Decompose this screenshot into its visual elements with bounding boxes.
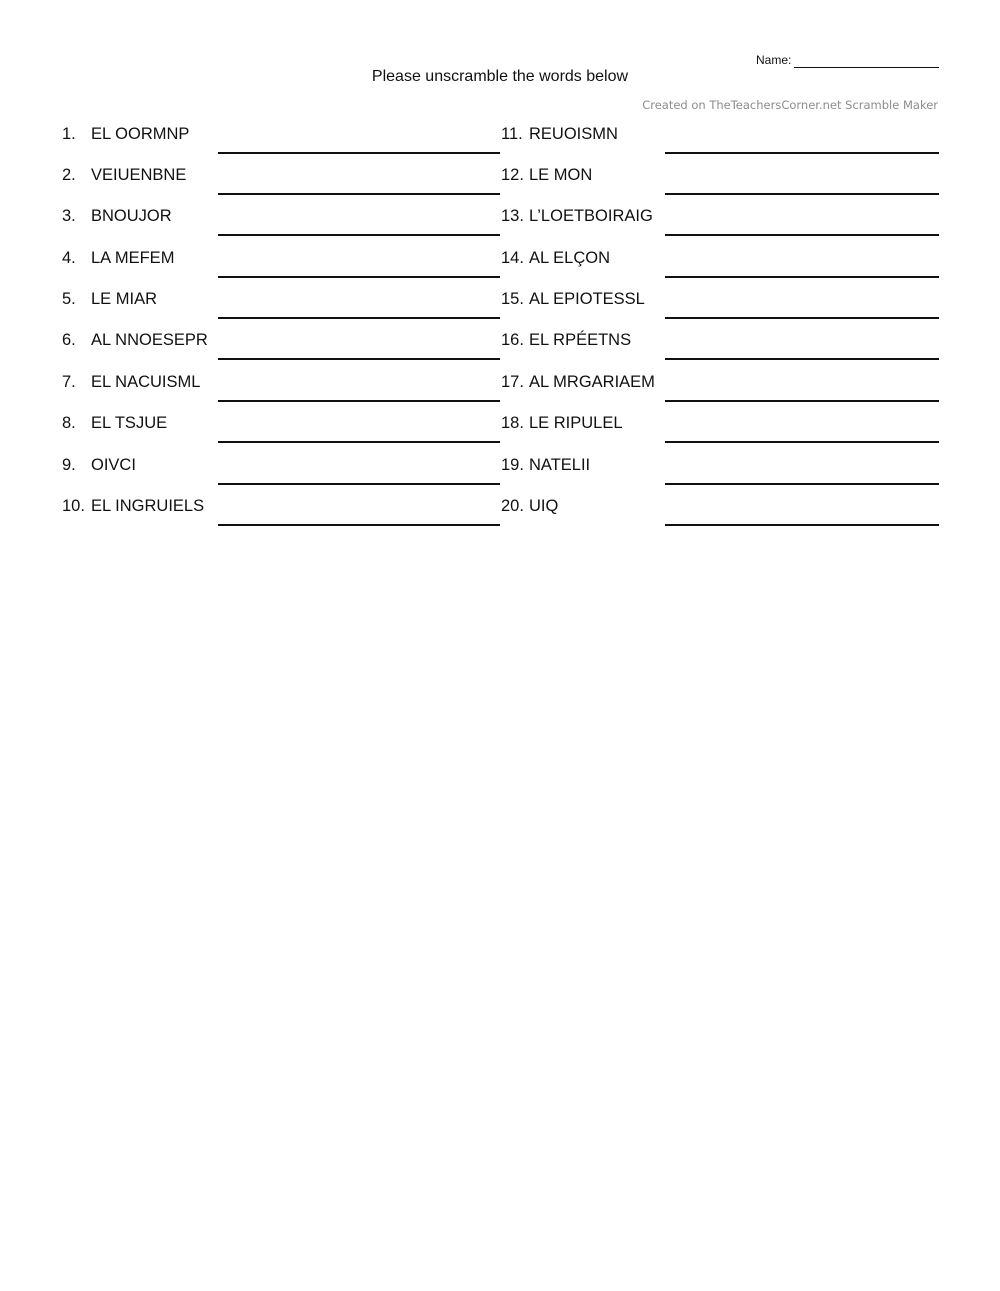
word-row-9 bbox=[62, 455, 502, 489]
answer-line[interactable] bbox=[665, 193, 939, 195]
answer-line[interactable] bbox=[218, 441, 500, 443]
word-number: 17. bbox=[501, 373, 524, 391]
word-number: 4. bbox=[62, 249, 76, 267]
answer-line[interactable] bbox=[665, 276, 939, 278]
answer-line[interactable] bbox=[218, 234, 500, 236]
scrambled-word: L’LOETBOIRAIG bbox=[529, 207, 653, 225]
answer-line[interactable] bbox=[218, 193, 500, 195]
answer-line[interactable] bbox=[665, 400, 939, 402]
word-row-17 bbox=[501, 372, 941, 406]
word-row-8 bbox=[62, 413, 502, 447]
scrambled-word: NATELII bbox=[529, 456, 591, 474]
word-number: 9. bbox=[62, 456, 76, 474]
answer-line[interactable] bbox=[665, 483, 939, 485]
word-row-19 bbox=[501, 455, 941, 489]
scrambled-word: AL NNOESEPR bbox=[91, 331, 208, 349]
word-row-14 bbox=[501, 248, 941, 282]
word-number: 11. bbox=[501, 125, 523, 143]
name-label: Name: bbox=[756, 53, 792, 67]
word-row-18 bbox=[501, 413, 941, 447]
answer-line[interactable] bbox=[218, 317, 500, 319]
word-row-10 bbox=[62, 496, 502, 530]
word-number: 10. bbox=[62, 497, 85, 515]
word-row-4 bbox=[62, 248, 502, 282]
scrambled-word: LE MIAR bbox=[91, 290, 158, 308]
word-number: 2. bbox=[62, 166, 76, 184]
scrambled-word: AL ELÇON bbox=[529, 249, 611, 267]
scrambled-word: EL TSJUE bbox=[91, 414, 168, 432]
answer-line[interactable] bbox=[218, 276, 500, 278]
scrambled-word: AL MRGARIAEM bbox=[529, 373, 655, 391]
word-row-1 bbox=[62, 124, 502, 158]
word-number: 6. bbox=[62, 331, 76, 349]
word-number: 5. bbox=[62, 290, 76, 308]
scrambled-word: OIVCI bbox=[91, 456, 136, 474]
word-number: 18. bbox=[501, 414, 524, 432]
word-row-3 bbox=[62, 206, 502, 240]
scrambled-word: LE MON bbox=[529, 166, 593, 184]
scrambled-word: EL OORMNP bbox=[91, 125, 190, 143]
answer-line[interactable] bbox=[665, 441, 939, 443]
credit-text: Created on TheTeachersCorner.net Scramble Maker bbox=[642, 98, 938, 112]
word-number: 8. bbox=[62, 414, 76, 432]
answer-line[interactable] bbox=[218, 358, 500, 360]
word-number: 19. bbox=[501, 456, 524, 474]
word-number: 7. bbox=[62, 373, 76, 391]
word-number: 1. bbox=[62, 125, 76, 143]
word-row-6 bbox=[62, 330, 502, 364]
answer-line[interactable] bbox=[665, 524, 939, 526]
word-row-5 bbox=[62, 289, 502, 323]
answer-line[interactable] bbox=[218, 400, 500, 402]
scrambled-word: REUOISMN bbox=[529, 125, 618, 143]
word-row-15 bbox=[501, 289, 941, 323]
answer-line[interactable] bbox=[665, 152, 939, 154]
word-number: 14. bbox=[501, 249, 524, 267]
answer-line[interactable] bbox=[218, 483, 500, 485]
scrambled-word: LA MEFEM bbox=[91, 249, 175, 267]
page-title: Please unscramble the words below bbox=[371, 68, 629, 85]
answer-line[interactable] bbox=[218, 152, 500, 154]
scrambled-word: LE RIPULEL bbox=[529, 414, 623, 432]
answer-line[interactable] bbox=[665, 234, 939, 236]
word-row-7 bbox=[62, 372, 502, 406]
word-row-12 bbox=[501, 165, 941, 199]
word-number: 12. bbox=[501, 166, 524, 184]
word-row-16 bbox=[501, 330, 941, 364]
scrambled-word: EL RPÉETNS bbox=[529, 331, 632, 349]
answer-line[interactable] bbox=[665, 358, 939, 360]
scrambled-word: BNOUJOR bbox=[91, 207, 172, 225]
word-row-13 bbox=[501, 206, 941, 240]
word-row-20 bbox=[501, 496, 941, 530]
scrambled-word: VEIUENBNE bbox=[91, 166, 187, 184]
word-row-2 bbox=[62, 165, 502, 199]
word-row-11 bbox=[501, 124, 941, 158]
answer-line[interactable] bbox=[665, 317, 939, 319]
word-number: 16. bbox=[501, 331, 524, 349]
scrambled-word: EL INGRUIELS bbox=[91, 497, 205, 515]
word-number: 3. bbox=[62, 207, 76, 225]
answer-line[interactable] bbox=[218, 524, 500, 526]
scrambled-word: EL NACUISML bbox=[91, 373, 201, 391]
scrambled-word: AL EPIOTESSL bbox=[529, 290, 645, 308]
word-number: 15. bbox=[501, 290, 524, 308]
word-number: 13. bbox=[501, 207, 524, 225]
word-number: 20. bbox=[501, 497, 524, 515]
scrambled-word: UIQ bbox=[529, 497, 559, 515]
